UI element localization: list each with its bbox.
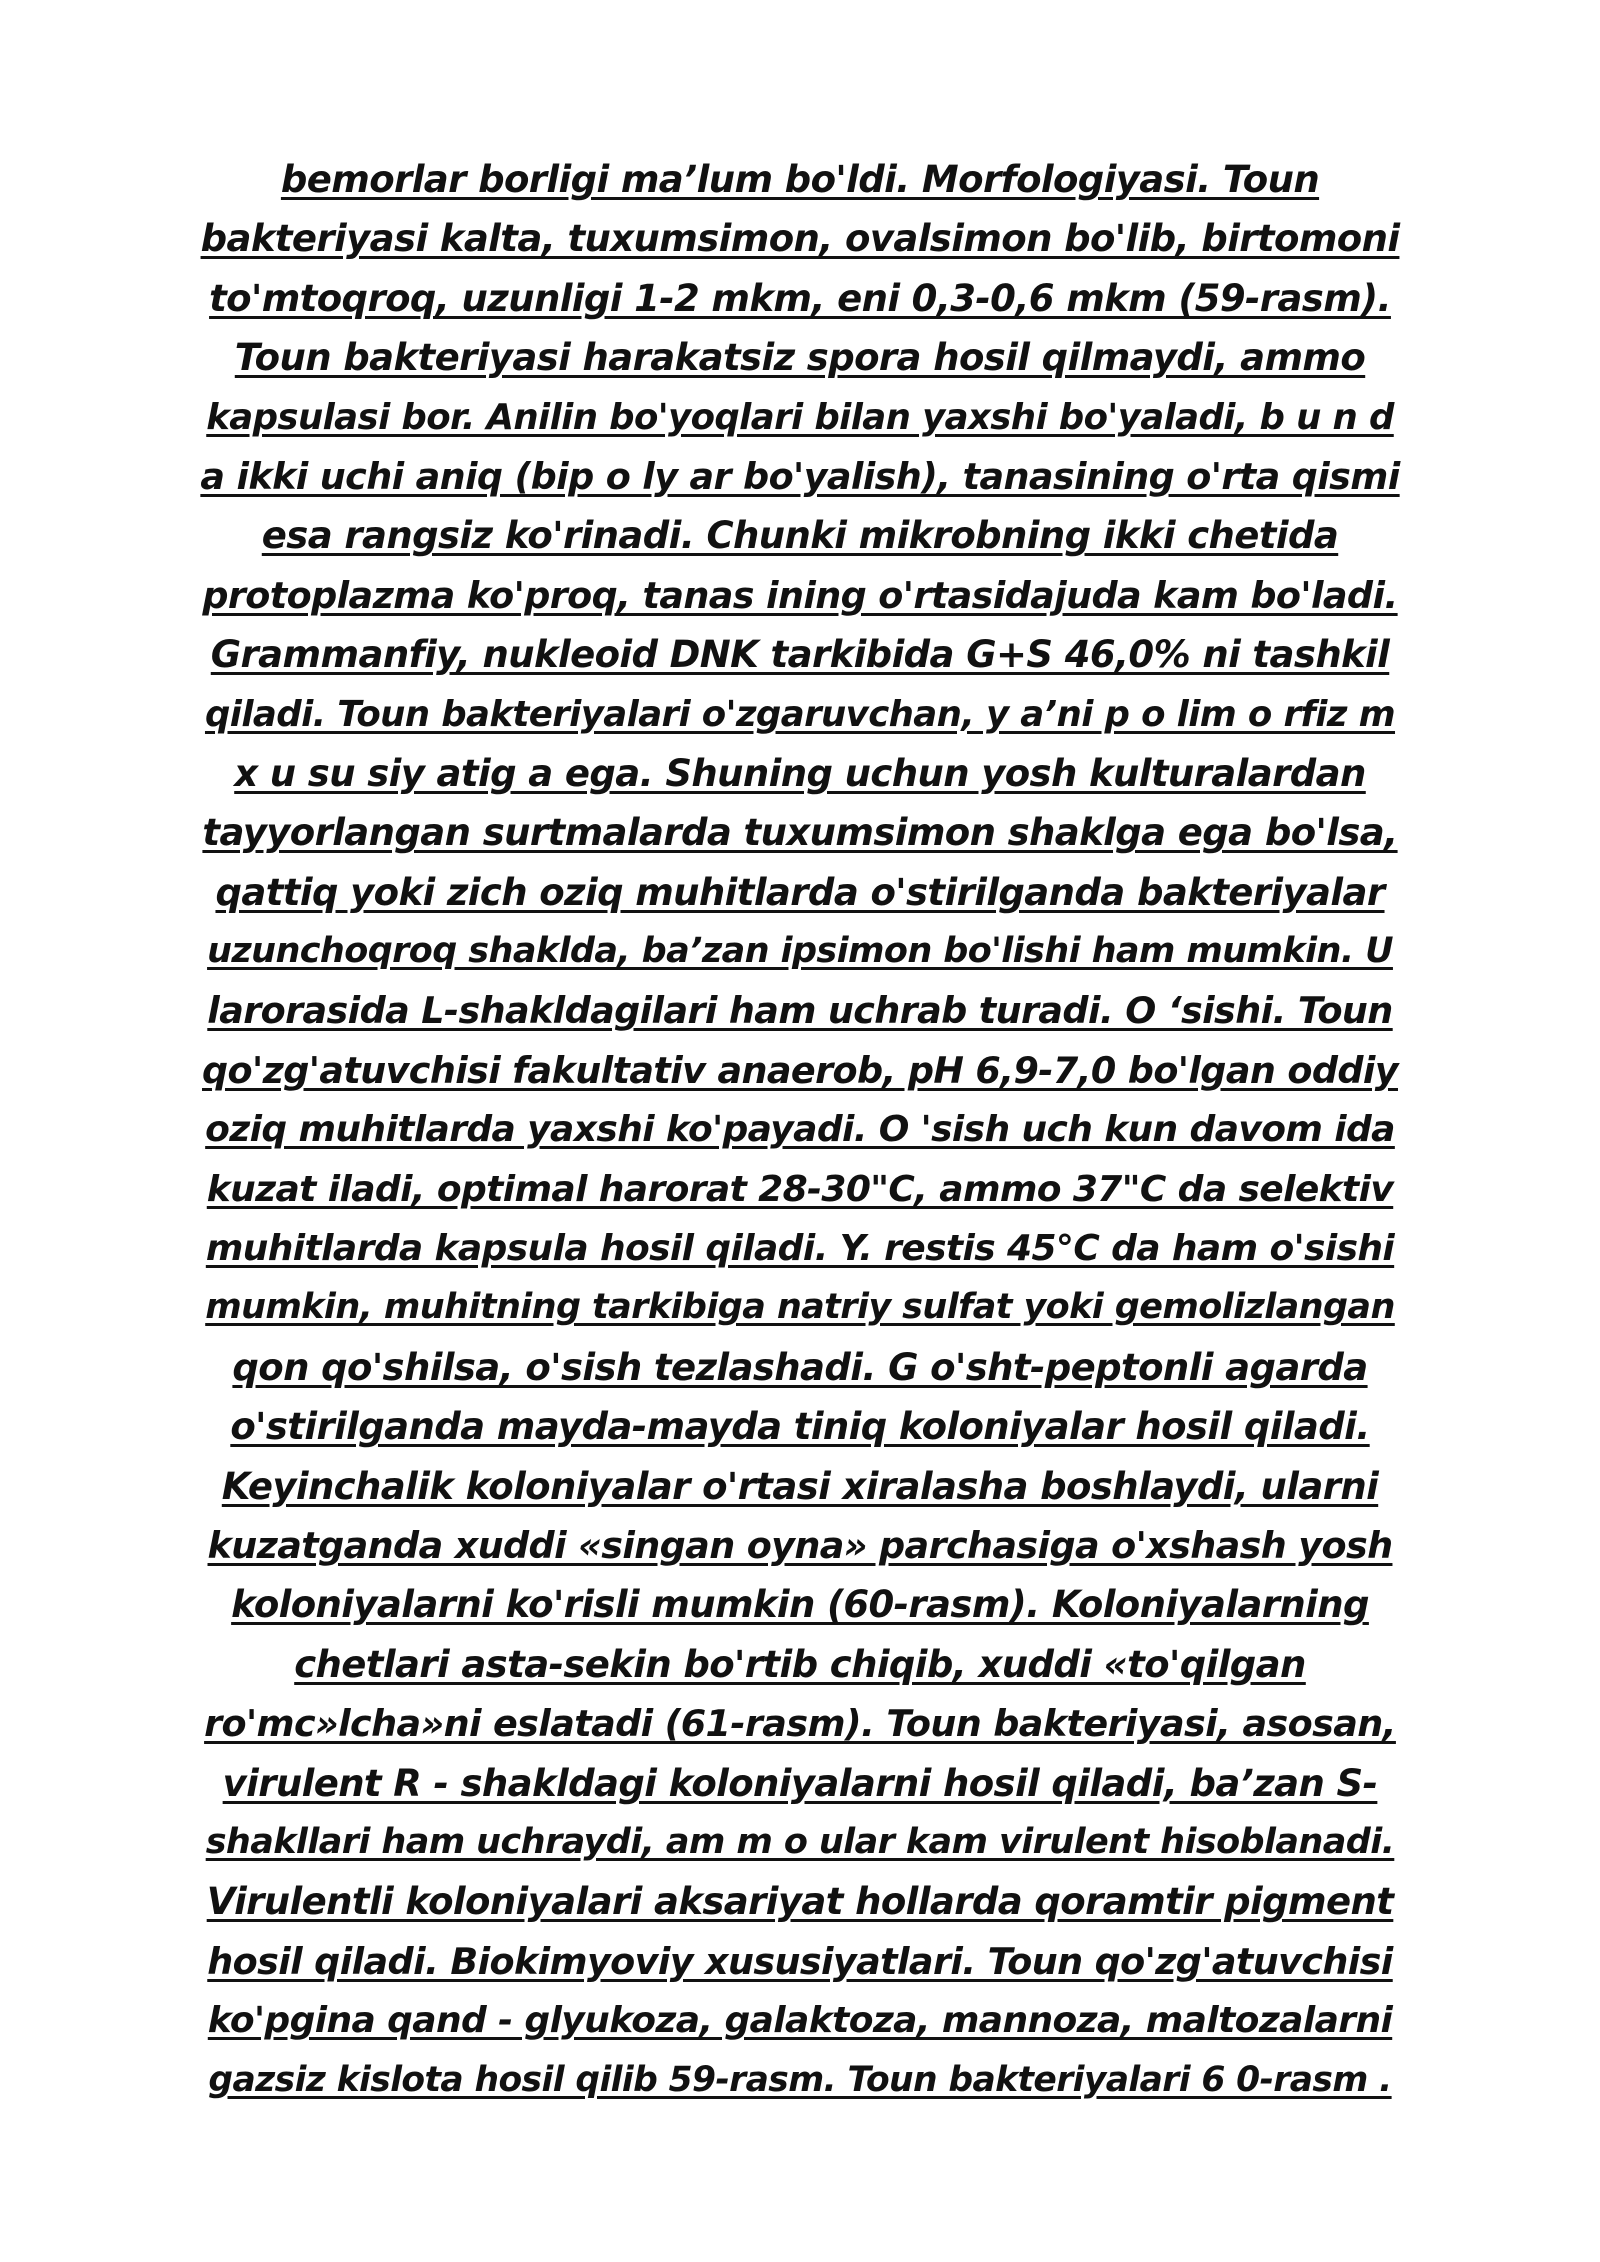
text-line: larorasida L-shakldagilari ham uchrab turadi. O ‘sishi. Toun [207, 989, 1393, 1033]
text-line: esa rangsiz ko'rinadi. Chunki mikrobning ikki chetida [261, 514, 1339, 558]
text-line: mumkin, muhitning tarkibiga natriy sulfat yoki gemolizlangan [205, 1287, 1395, 1328]
text-line: virulent R - shakldagi koloniyalarni hosil qiladi, ba’zan S- [222, 1761, 1378, 1805]
text-line: koloniyalarni ko'risli mumkin (60-rasm). Koloniyalarning [231, 1583, 1369, 1627]
text-line: Virulentli koloniyalari aksariyat hollarda qoramtir pigment [206, 1880, 1394, 1924]
text-line: ro'mc»lcha»ni eslatadi (61-rasm). Toun bakteriyasi, asosan, [204, 1702, 1396, 1746]
body-text [200, 150, 1400, 2110]
text-line: kuzat iladi, optimal harorat 28-30"C, ammo 37"C da selektiv [206, 1168, 1394, 1210]
text-line: kuzatganda xuddi «singan oyna» parchasiga o'xshash yosh [207, 1523, 1393, 1567]
text-line: to'mtoqroq, uzunligi 1-2 mkm, eni 0,3-0,6 mkm (59-rasm). [209, 276, 1391, 320]
text-line: tayyorlangan surtmalarda tuxumsimon shaklga ega bo'lsa, [202, 811, 1398, 855]
text-line: x u su siy atig a ega. Shuning uchun yosh kulturalardan [234, 751, 1366, 795]
text-line: a ikki uchi aniq (bip o ly ar bo'yalish), tanasining o'rta qismi [200, 454, 1400, 498]
text-line: oziq muhitlarda yaxshi ko'payadi. O 'sish uch kun davom ida [205, 1109, 1395, 1151]
text-line: o'stirilganda mayda-mayda tiniq koloniyalar hosil qiladi. [230, 1405, 1370, 1449]
text-line: qiladi. Toun bakteriyalari o'zgaruvchan, y a’ni p o lim o rfiz m [204, 693, 1396, 735]
text-line: shakllari ham uchraydi, am m o ular kam virulent hisoblanadi. [205, 1821, 1395, 1862]
text-line: qon qo'shilsa, o'sish tezlashadi. G o'sht-peptonli agarda [232, 1345, 1368, 1389]
text-line: Keyinchalik koloniyalar o'rtasi xiralasha boshlaydi, ularni [221, 1464, 1379, 1508]
text-line: kapsulasi bor. Anilin bo'yoqlari bilan yaxshi bo'yaladi, b u n d [206, 396, 1394, 438]
text-line: qattiq yoki zich oziq muhitlarda o'stirilganda bakteriyalar [215, 870, 1385, 914]
text-line: hosil qiladi. Biokimyoviy xususiyatlari. Toun qo'zg'atuvchisi [207, 1939, 1393, 1983]
text-line: muhitlarda kapsula hosil qiladi. Y. restis 45°C da ham o'sishi [205, 1228, 1395, 1270]
text-line: uzunchoqroq shaklda, ba’zan ipsimon bo'lishi ham mumkin. U [207, 931, 1393, 972]
text-line: bakteriyasi kalta, tuxumsimon, ovalsimon bo'lib, birtomoni [200, 217, 1400, 261]
text-line: qo'zg'atuvchisi fakultativ anaerob, pH 6,9-7,0 bo'lgan oddiy [202, 1048, 1398, 1092]
text-line: Toun bakteriyasi harakatsiz spora hosil qilmaydi, ammo [234, 336, 1366, 380]
text-line: bemorlar borligi ma’lum bo'ldi. Morfologiyasi. Toun [280, 158, 1320, 201]
text-line: Grammanfiy, nukleoid DNK tarkibida G+S 46,0% ni tashkil [210, 633, 1390, 677]
text-line: chetlari asta-sekin bo'rtib chiqib, xuddi «to'qilgan [294, 1642, 1306, 1686]
text-line: protoplazma ko'proq, tanas ining o'rtasidajuda kam bo'ladi. [202, 573, 1398, 617]
text-line: ko'pgina qand - glyukoza, galaktoza, mannoza, maltozalarni [207, 2000, 1393, 2042]
text-line: gazsiz kislota hosil qilib 59-rasm. Toun bakteriyalari 6 0-rasm . [208, 2059, 1392, 2100]
